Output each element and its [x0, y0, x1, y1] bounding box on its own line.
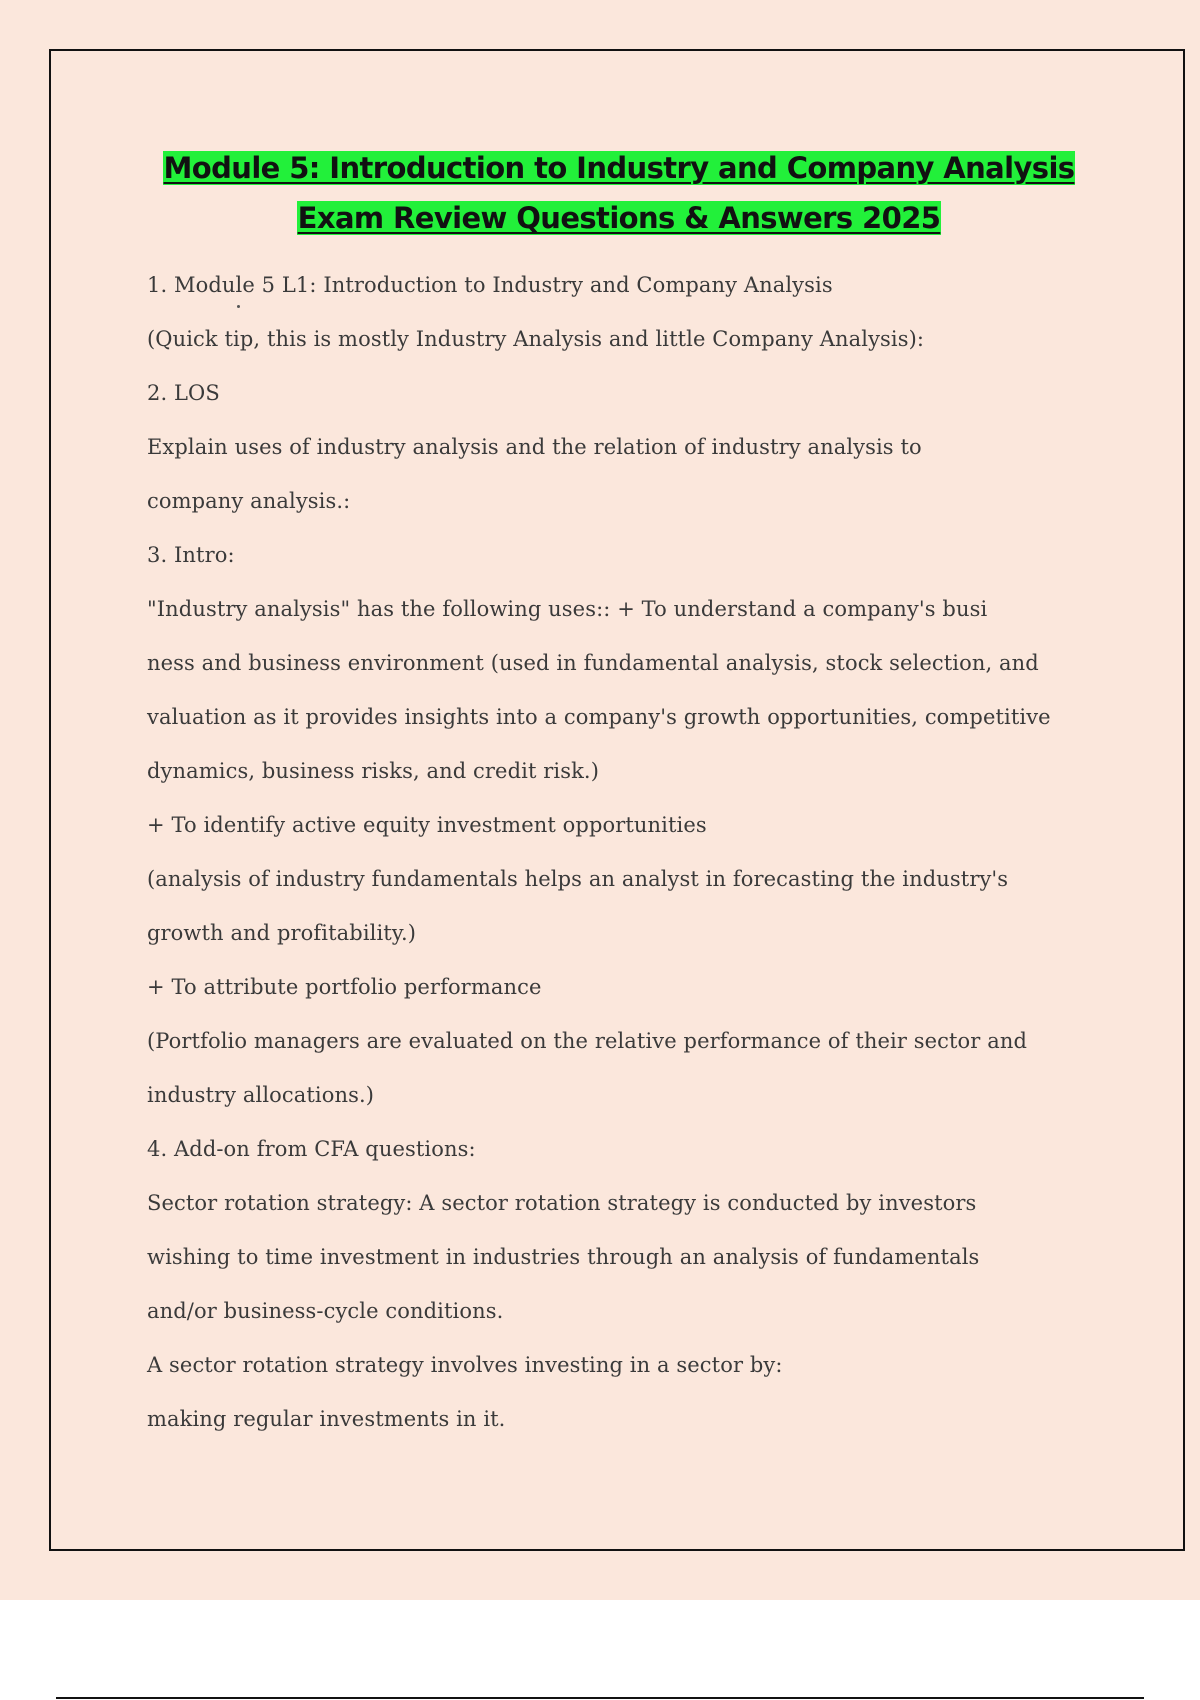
text-line-5: company analysis.:	[147, 489, 351, 513]
text-line-6: 3. Intro:	[147, 543, 235, 567]
document-title-line-1	[51, 151, 1187, 185]
title-highlight-2: Exam Review Questions & Answers 2025	[297, 201, 941, 235]
text-line-11: + To identify active equity investment opportunities	[147, 813, 707, 837]
text-line-12: (analysis of industry fundamentals helps an analyst in forecasting the industry's	[147, 867, 1009, 891]
text-line-19: wishing to time investment in industries through an analysis of fundamentals	[147, 1245, 980, 1269]
text-line-7: "Industry analysis" has the following uses:: + To understand a company's busi	[147, 597, 988, 621]
text-line-15: (Portfolio managers are evaluated on the relative performance of their sector and	[147, 1029, 1027, 1053]
text-line-18: Sector rotation strategy: A sector rotation strategy is conducted by investors	[147, 1191, 977, 1215]
title-highlight-1: Module 5: Introduction to Industry and Company Analysis	[163, 151, 1075, 185]
text-line-8: ness and business environment (used in fundamental analysis, stock selection, and	[147, 651, 1039, 675]
text-line-3: 2. LOS	[147, 381, 220, 405]
text-line-13: growth and profitability.)	[147, 921, 417, 945]
document-title-line-2	[51, 201, 1187, 235]
text-line-22: making regular investments in it.	[147, 1407, 506, 1431]
bottom-rule	[56, 1697, 1144, 1699]
text-line-10: dynamics, business risks, and credit risk.)	[147, 759, 599, 783]
text-line-1: 1. Module 5 L1: Introduction to Industry and Company Analysis	[147, 273, 833, 297]
document-frame	[49, 49, 1185, 1551]
text-line-20: and/or business-cycle conditions.	[147, 1299, 504, 1323]
text-line-16: industry allocations.)	[147, 1083, 375, 1107]
text-line-9: valuation as it provides insights into a company's growth opportunities, competitive	[147, 705, 1051, 729]
text-line-4: Explain uses of industry analysis and the relation of industry analysis to	[147, 435, 922, 459]
stray-dot	[237, 305, 240, 308]
text-line-14: + To attribute portfolio performance	[147, 975, 542, 999]
text-line-17: 4. Add-on from CFA questions:	[147, 1137, 476, 1161]
text-line-21: A sector rotation strategy involves investing in a sector by:	[147, 1353, 783, 1377]
text-line-2: (Quick tip, this is mostly Industry Analysis and little Company Analysis):	[147, 327, 925, 351]
